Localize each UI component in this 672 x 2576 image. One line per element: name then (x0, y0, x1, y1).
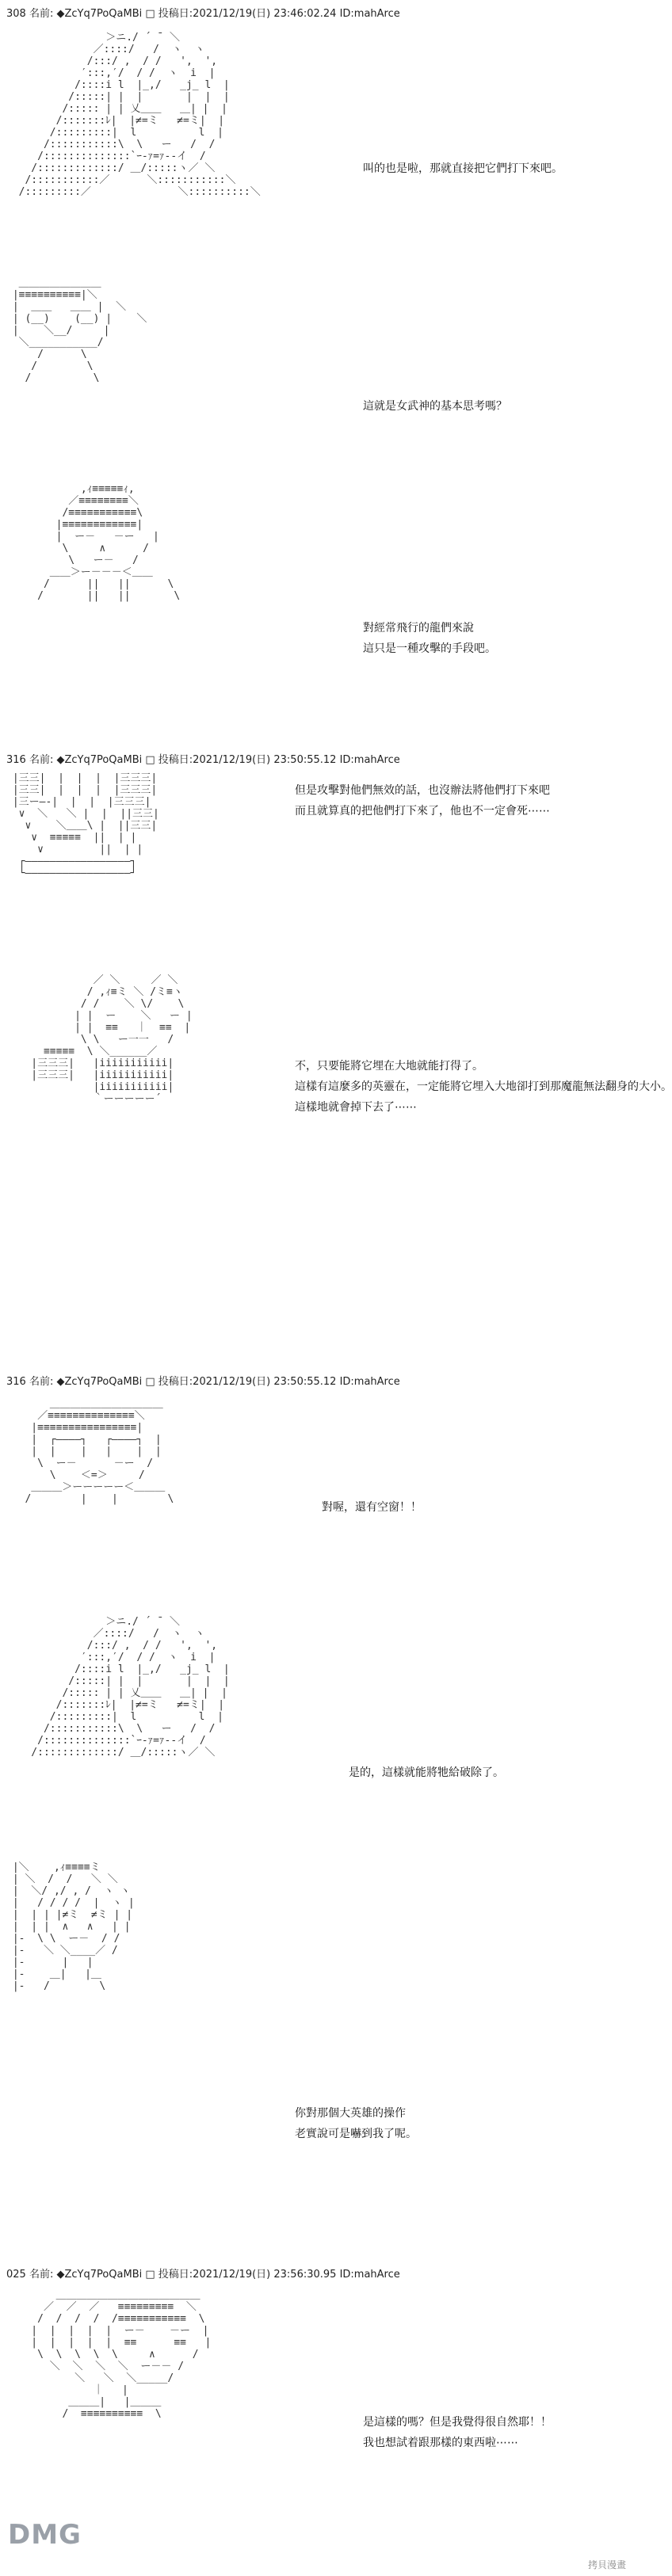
ascii-art-figure: ＿＿＿＿＿＿＿＿ |≡≡≡≡≡≡≡≡≡≡|＼ | ＿＿ ＿＿ | ＼ | (__) (__) | ＼ | ＼__/ | ＼___________/ / \ / \ / \ (12, 277, 147, 384)
ascii-art-figure: |三三| | | | |三三三| |三三| | | | |三三三| |三ー―-| | | |三三三| ∨ ＼ ＼ | | ||三三| ∨ ＼＿＿\ | ||三三| ∨ ≡≡≡≡≡ || | | ∨ || | | ┌―――――――――――――――――┐ └―――――――――――――――――┘ (12, 772, 159, 879)
speech-panel: 叫的也是啦，那就直接把它們打下來吧。 (363, 162, 563, 175)
ascii-art-figure: ＞ニ./ ´ ̄ ＼ ／::::/ / ヽ ヽ /:::/ , / / ', ', ′:::,′/ / / ヽ i | /::::i l |_,/ _j_ l | /:::::| | | | | | /::::: | | 乂＿＿ ＿| | | /:::::::ﾚ| |≠=ミ ≠=ミ| | /:::::::::| l l | /:::::::::::\ \ ー / / /::::::::::::::`ｰ-ｧ=ｧ--イ / /:::::::::::::/ ＿/:::::ヽ／ ＼ (31, 1616, 230, 1759)
speech-panel: 不，只要能將它埋在大地就能打得了。 這樣有這麼多的英靈在，一定能將它埋入大地卻打到那魔龍無法翻身的大小。 這樣地就會掉下去了⋯⋯ (295, 1060, 672, 1114)
post-header: 025 名前: ◆ZcYq7PoQaMBi □ 投稿日:2021/12/19(日) 23:56:30.95 ID:mahArce (6, 2269, 400, 2281)
speech-panel: 這就是女武神的基本思考嗎？ (363, 400, 507, 413)
speech-panel: 你對那個大英雄的操作 老實說可是嚇到我了呢。 (295, 2107, 417, 2140)
watermark: 拷貝漫畫 (587, 2559, 626, 2570)
speech-panel: 但是攻擊對他們無效的話，也沒辦法將他們打下來吧 而且就算真的把他們打下來了，他也不一定會死⋯⋯ (295, 784, 550, 817)
ascii-art-figure: ＿＿＿＿＿＿＿＿＿＿＿ ／≡≡≡≡≡≡≡≡≡≡≡≡≡≡＼ |≡≡≡≡≡≡≡≡≡≡≡≡≡≡≡≡| | ┌――――┐ ┌――――┐ | | | | | | | \ ー－ －ー / \ ＜=＞ / ＿＿＿＞ーーーーー＜＿＿＿ / | | \ (25, 1398, 174, 1505)
post-header: 316 名前: ◆ZcYq7PoQaMBi □ 投稿日:2021/12/19(日) 23:50:55.12 ID:mahArce (6, 754, 400, 766)
ascii-art-figure: ／ ＼ ／ ＼ / ,ｨ≡ミ ＼ /ミ≡ヽ / / ＼ \/ \ | | ー ＼ ー | | | ≡≡ ｜ ≡≡ | \ \ ー一一 / ≡≡≡≡≡ \ ＼______／ |三三三| |iiiiiiiiiii| |三三三| |iiiiiiiiiii| |iiiiiiiiiii| ｀ーーーーー´ (31, 974, 193, 1105)
speech-panel: 對經常飛行的龍們來說 這只是一種攻擊的手段吧。 (363, 622, 496, 655)
speech-panel: 是的，這樣就能將牠給破除了。 (349, 1766, 504, 1779)
speech-panel: 是這樣的嗎？但是我覺得很自然耶！！ 我也想試着跟那樣的東西啦⋯⋯ (363, 2416, 552, 2449)
ascii-art-figure: ＿＿＿＿＿＿＿＿＿＿＿＿＿＿ ／ ／ ／ ≡≡≡≡≡≡≡≡≡ ＼ / / / / /≡≡≡≡≡≡≡≡≡≡≡ \ | | | | | ー－ －ー | | | | | | ≡≡ ≡≡ | \ \ \ \ \ ∧ / ＼ ＼ ＼ ＼ ー－－ / ＼ ＼ ＼_____/ ｜ | ＿＿＿| |＿＿＿ / ≡≡≡≡≡≡≡≡≡≡ \ (31, 2289, 212, 2420)
post-header: 316 名前: ◆ZcYq7PoQaMBi □ 投稿日:2021/12/19(日) 23:50:55.12 ID:mahArce (6, 1376, 400, 1388)
speech-panel: 對喔，還有空窗！！ (322, 1501, 422, 1514)
ascii-art-figure: ＞ニ./ ´ ̄ ＼ ／::::/ / ヽ ヽ /:::/ , / / ', ', ′:::,′/ / / ヽ i | /::::i l |_,/ _j_ l | /:::::| | | | | | /::::: | | 乂＿＿ ＿| | | /:::::::ﾚ| |≠=ミ ≠=ミ| | /:::::::::| l l | /:::::::::::\ \ ー / / /::::::::::::::`ｰ-ｧ=ｧ--イ / /:::::::::::::/ ＿/:::::ヽ／ ＼ /:::::::::::／ ＼:::::::::::＼ /:::::::::／ ＼::::::::::＼ (18, 32, 261, 198)
ascii-art-figure: ,ｨ≡≡≡≡≡ｨ, ／≡≡≡≡≡≡≡≡＼ /≡≡≡≡≡≡≡≡≡≡≡\ |≡≡≡≡≡≡≡≡≡≡≡≡| | ー－ －ー | \ ∧ / \ ー－ / ＿＿＞ー－－－＜＿＿ / || || \ / || || \ (37, 483, 181, 602)
site-logo: DMG (8, 2519, 82, 2551)
post-header: 308 名前: ◆ZcYq7PoQaMBi □ 投稿日:2021/12/19(日) 23:46:02.24 ID:mahArce (6, 8, 400, 20)
ascii-art-figure: |＼ ,ｨ≡≡≡≡ミ | ＼ / / ＼ ＼ | ＼/ ,/ , / ヽ ヽ | / / / / | ヽ | | | | |≠ミ ≠ミ | | | | | ∧ ∧ | | |- \ \ ー－ / / |- ＼ ＼____／ / |- | | |- ＿| |＿ |- / \ (12, 1862, 135, 1992)
